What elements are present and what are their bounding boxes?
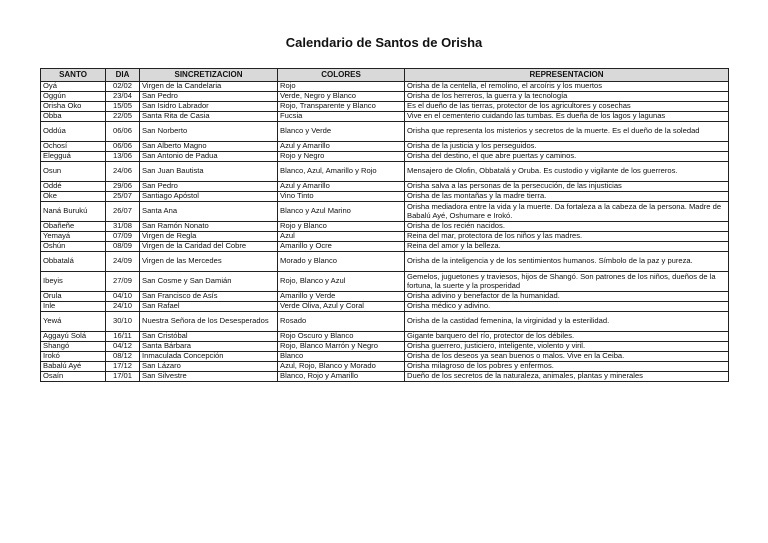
cell-representacion: Reina del mar, protectora de los niños y las madres. bbox=[405, 232, 729, 242]
cell-colores: Rojo y Blanco bbox=[278, 222, 405, 232]
cell-sincretizacion: San Alberto Magno bbox=[140, 142, 278, 152]
cell-dia: 07/09 bbox=[106, 232, 140, 242]
cell-dia: 31/08 bbox=[106, 222, 140, 232]
cell-santo: Oyá bbox=[41, 82, 106, 92]
cell-dia: 29/06 bbox=[106, 182, 140, 192]
cell-sincretizacion: Santa Ana bbox=[140, 202, 278, 222]
cell-sincretizacion: Santa Bárbara bbox=[140, 342, 278, 352]
cell-dia: 17/12 bbox=[106, 362, 140, 372]
cell-sincretizacion: San Antonio de Padua bbox=[140, 152, 278, 162]
cell-dia: 13/06 bbox=[106, 152, 140, 162]
cell-sincretizacion: San Francisco de Asís bbox=[140, 292, 278, 302]
table-row bbox=[41, 302, 729, 312]
cell-representacion: Orisha de la inteligencia y de los sentimientos humanos. Símbolo de la paz y pureza. bbox=[405, 252, 729, 272]
cell-representacion: Orisha adivino y benefactor de la humanidad. bbox=[405, 292, 729, 302]
cell-representacion: Orisha de las montañas y la madre tierra. bbox=[405, 192, 729, 202]
cell-santo: Osun bbox=[41, 162, 106, 182]
cell-colores: Rosado bbox=[278, 312, 405, 332]
cell-santo: Yewá bbox=[41, 312, 106, 332]
cell-representacion: Orisha de los recién nacidos. bbox=[405, 222, 729, 232]
cell-colores: Verde Oliva, Azul y Coral bbox=[278, 302, 405, 312]
cell-colores: Rojo Oscuro y Blanco bbox=[278, 332, 405, 342]
cell-representacion: Orisha de los herreros, la guerra y la tecnología bbox=[405, 92, 729, 102]
cell-sincretizacion: San Silvestre bbox=[140, 372, 278, 382]
table-row bbox=[41, 182, 729, 192]
cell-sincretizacion: San Lázaro bbox=[140, 362, 278, 372]
cell-santo: Osaín bbox=[41, 372, 106, 382]
cell-sincretizacion: Virgen de las Mercedes bbox=[140, 252, 278, 272]
header-colores: COLORES bbox=[278, 69, 405, 82]
table-row bbox=[41, 352, 729, 362]
cell-colores: Blanco, Azul, Amarillo y Rojo bbox=[278, 162, 405, 182]
cell-colores: Fucsia bbox=[278, 112, 405, 122]
table-body bbox=[41, 82, 729, 382]
cell-colores: Blanco y Azul Marino bbox=[278, 202, 405, 222]
cell-sincretizacion: Santa Rita de Casia bbox=[140, 112, 278, 122]
cell-dia: 30/10 bbox=[106, 312, 140, 332]
table-row bbox=[41, 192, 729, 202]
cell-dia: 25/07 bbox=[106, 192, 140, 202]
cell-sincretizacion: San Rafael bbox=[140, 302, 278, 312]
table-row bbox=[41, 92, 729, 102]
cell-santo: Obañeñe bbox=[41, 222, 106, 232]
cell-santo: Shangó bbox=[41, 342, 106, 352]
cell-representacion: Gigante barquero del río, protector de los débiles. bbox=[405, 332, 729, 342]
cell-sincretizacion: Nuestra Señora de los Desesperados bbox=[140, 312, 278, 332]
cell-dia: 08/12 bbox=[106, 352, 140, 362]
cell-representacion: Orisha milagroso de los pobres y enfermos. bbox=[405, 362, 729, 372]
cell-colores: Rojo bbox=[278, 82, 405, 92]
cell-dia: 23/04 bbox=[106, 92, 140, 102]
cell-representacion: Orisha de los deseos ya sean buenos o malos. Vive en la Ceiba. bbox=[405, 352, 729, 362]
cell-colores: Azul y Amarillo bbox=[278, 142, 405, 152]
cell-dia: 15/05 bbox=[106, 102, 140, 112]
cell-dia: 26/07 bbox=[106, 202, 140, 222]
cell-santo: Oggún bbox=[41, 92, 106, 102]
table-row bbox=[41, 312, 729, 332]
cell-sincretizacion: San Cristóbal bbox=[140, 332, 278, 342]
table-row bbox=[41, 202, 729, 222]
cell-representacion: Orisha que representa los misterios y secretos de la muerte. Es el dueño de la soledad bbox=[405, 122, 729, 142]
table-row bbox=[41, 162, 729, 182]
cell-santo: Obbatalá bbox=[41, 252, 106, 272]
table-header-row bbox=[41, 69, 729, 82]
cell-sincretizacion: San Isidro Labrador bbox=[140, 102, 278, 112]
table-row bbox=[41, 142, 729, 152]
table-row bbox=[41, 362, 729, 372]
table-row bbox=[41, 102, 729, 112]
cell-sincretizacion: Virgen de la Caridad del Cobre bbox=[140, 242, 278, 252]
table-row bbox=[41, 152, 729, 162]
table-row bbox=[41, 82, 729, 92]
header-representacion: REPRESENTACION bbox=[405, 69, 729, 82]
cell-sincretizacion: San Juan Bautista bbox=[140, 162, 278, 182]
cell-santo: Babalú Ayé bbox=[41, 362, 106, 372]
cell-colores: Verde, Negro y Blanco bbox=[278, 92, 405, 102]
cell-dia: 04/10 bbox=[106, 292, 140, 302]
cell-colores: Rojo, Blanco Marrón y Negro bbox=[278, 342, 405, 352]
cell-sincretizacion: Virgen de la Candelaria bbox=[140, 82, 278, 92]
table-row bbox=[41, 342, 729, 352]
cell-santo: Inle bbox=[41, 302, 106, 312]
cell-dia: 24/10 bbox=[106, 302, 140, 312]
cell-sincretizacion: Santiago Apóstol bbox=[140, 192, 278, 202]
table-row bbox=[41, 242, 729, 252]
cell-dia: 17/01 bbox=[106, 372, 140, 382]
cell-dia: 27/09 bbox=[106, 272, 140, 292]
cell-santo: Orisha Oko bbox=[41, 102, 106, 112]
cell-sincretizacion: San Norberto bbox=[140, 122, 278, 142]
document-title: Calendario de Santos de Orisha bbox=[285, 35, 483, 50]
cell-santo: Oke bbox=[41, 192, 106, 202]
cell-santo: Ochosí bbox=[41, 142, 106, 152]
table-row bbox=[41, 292, 729, 302]
table-row bbox=[41, 252, 729, 272]
cell-colores: Amarillo y Verde bbox=[278, 292, 405, 302]
cell-representacion: Orisha médico y adivino. bbox=[405, 302, 729, 312]
cell-representacion: Es el dueño de las tierras, protector de los agricultores y cosechas bbox=[405, 102, 729, 112]
cell-sincretizacion: San Pedro bbox=[140, 182, 278, 192]
cell-colores: Blanco, Rojo y Amarillo bbox=[278, 372, 405, 382]
cell-santo: Yemayá bbox=[41, 232, 106, 242]
cell-sincretizacion: San Cosme y San Damián bbox=[140, 272, 278, 292]
cell-colores: Azul, Rojo, Blanco y Morado bbox=[278, 362, 405, 372]
cell-santo: Obba bbox=[41, 112, 106, 122]
table-row bbox=[41, 222, 729, 232]
cell-colores: Blanco bbox=[278, 352, 405, 362]
cell-colores: Vino Tinto bbox=[278, 192, 405, 202]
cell-representacion: Reina del amor y la belleza. bbox=[405, 242, 729, 252]
cell-dia: 24/09 bbox=[106, 252, 140, 272]
header-sincretizacion: SINCRETIZACION bbox=[140, 69, 278, 82]
cell-santo: Oshún bbox=[41, 242, 106, 252]
cell-sincretizacion: Inmaculada Concepción bbox=[140, 352, 278, 362]
cell-representacion: Orisha del destino, el que abre puertas y caminos. bbox=[405, 152, 729, 162]
table-row bbox=[41, 232, 729, 242]
cell-santo: Orula bbox=[41, 292, 106, 302]
cell-representacion: Orisha de la centella, el remolino, el arcoíris y los muertos bbox=[405, 82, 729, 92]
cell-sincretizacion: San Ramón Nonato bbox=[140, 222, 278, 232]
cell-representacion: Orisha salva a las personas de la persecución, de las injusticias bbox=[405, 182, 729, 192]
cell-santo: Elegguá bbox=[41, 152, 106, 162]
header-dia: DIA bbox=[106, 69, 140, 82]
cell-representacion: Gemelos, juguetones y traviesos, hijos de Shangó. Son patrones de los niños, dueños de la fortuna, la suerte y la prosperidad bbox=[405, 272, 729, 292]
cell-sincretizacion: Virgen de Regla bbox=[140, 232, 278, 242]
cell-colores: Rojo, Blanco y Azul bbox=[278, 272, 405, 292]
table-row bbox=[41, 112, 729, 122]
cell-representacion: Dueño de los secretos de la naturaleza, animales, plantas y minerales bbox=[405, 372, 729, 382]
cell-santo: Ibeyis bbox=[41, 272, 106, 292]
cell-santo: Irokó bbox=[41, 352, 106, 362]
cell-sincretizacion: San Pedro bbox=[140, 92, 278, 102]
cell-dia: 16/11 bbox=[106, 332, 140, 342]
table-row bbox=[41, 372, 729, 382]
cell-representacion: Orisha guerrero, justiciero, inteligente, violento y viril. bbox=[405, 342, 729, 352]
cell-colores: Rojo, Transparente y Blanco bbox=[278, 102, 405, 112]
cell-dia: 06/06 bbox=[106, 142, 140, 152]
cell-dia: 22/05 bbox=[106, 112, 140, 122]
cell-representacion: Orisha de la justicia y los perseguidos. bbox=[405, 142, 729, 152]
cell-dia: 04/12 bbox=[106, 342, 140, 352]
cell-colores: Rojo y Negro bbox=[278, 152, 405, 162]
cell-santo: Oddúa bbox=[41, 122, 106, 142]
cell-colores: Morado y Blanco bbox=[278, 252, 405, 272]
table-row bbox=[41, 272, 729, 292]
cell-representacion: Orisha de la castidad femenina, la virginidad y la esterilidad. bbox=[405, 312, 729, 332]
cell-colores: Blanco y Verde bbox=[278, 122, 405, 142]
cell-dia: 06/06 bbox=[106, 122, 140, 142]
cell-dia: 24/06 bbox=[106, 162, 140, 182]
cell-santo: Naná Burukú bbox=[41, 202, 106, 222]
cell-dia: 02/02 bbox=[106, 82, 140, 92]
table-row bbox=[41, 332, 729, 342]
cell-colores: Azul y Amarillo bbox=[278, 182, 405, 192]
cell-colores: Amarillo y Ocre bbox=[278, 242, 405, 252]
header-santo: SANTO bbox=[41, 69, 106, 82]
cell-santo: Aggayú Solá bbox=[41, 332, 106, 342]
table-row bbox=[41, 122, 729, 142]
cell-colores: Azul bbox=[278, 232, 405, 242]
santos-table bbox=[40, 68, 729, 382]
cell-representacion: Mensajero de Olofin, Obbatalá y Oruba. Es custodio y vigilante de los guerreros. bbox=[405, 162, 729, 182]
cell-representacion: Vive en el cementerio cuidando las tumbas. Es dueña de los lagos y lagunas bbox=[405, 112, 729, 122]
cell-representacion: Orisha mediadora entre la vida y la muerte. Da fortaleza a la cabeza de la persona. Madre de Babalú Ayé, Oshumare e Irokó. bbox=[405, 202, 729, 222]
cell-dia: 08/09 bbox=[106, 242, 140, 252]
cell-santo: Oddé bbox=[41, 182, 106, 192]
